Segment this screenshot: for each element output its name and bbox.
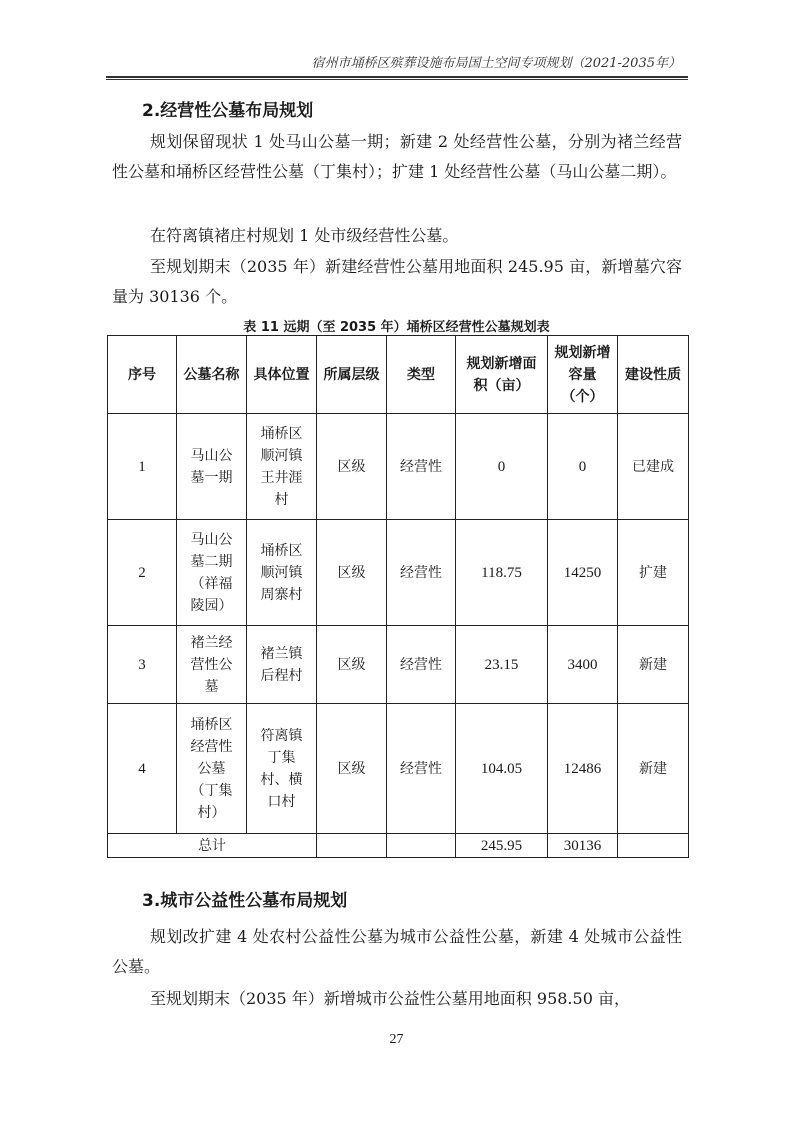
header-area: 规划新增面积（亩） <box>456 336 548 414</box>
row-area: 23.15 <box>456 626 548 704</box>
row-level: 区级 <box>317 414 387 520</box>
row-capacity: 0 <box>548 414 618 520</box>
table-row <box>108 414 689 520</box>
section-3-paragraph-2: 至规划期末（2035 年）新增城市公益性公墓用地面积 958.50 亩， <box>150 989 630 1008</box>
header-type: 类型 <box>387 336 456 414</box>
row-area: 118.75 <box>456 520 548 626</box>
header-capacity: 规划新增容量（个） <box>548 336 618 414</box>
row-capacity: 3400 <box>548 626 618 704</box>
table-row <box>108 704 689 834</box>
table-total-row <box>108 834 689 858</box>
total-capacity: 30136 <box>548 834 618 858</box>
row-type: 经营性 <box>387 704 456 834</box>
header-location: 具体位置 <box>247 336 317 414</box>
row-no: 3 <box>108 626 177 704</box>
row-capacity: 12486 <box>548 704 618 834</box>
row-level: 区级 <box>317 626 387 704</box>
row-location: 埇桥区顺河镇周寨村 <box>247 520 317 626</box>
row-name: 埇桥区经营性公墓（丁集村） <box>177 704 247 834</box>
table-row <box>108 626 689 704</box>
total-empty-cell <box>317 834 387 858</box>
row-location: 埇桥区顺河镇王井涯村 <box>247 414 317 520</box>
row-nature: 新建 <box>618 704 689 834</box>
section-2-heading: 2.经营性公墓布局规划 <box>142 101 314 121</box>
row-location: 符离镇丁集村、横口村 <box>247 704 317 834</box>
header-nature: 建设性质 <box>618 336 689 414</box>
cemetery-plan-table <box>107 335 689 858</box>
row-type: 经营性 <box>387 414 456 520</box>
table-caption: 表 11 远期（至 2035 年）埇桥区经营性公墓规划表 <box>243 320 550 335</box>
row-name: 马山公墓二期（祥福陵园） <box>177 520 247 626</box>
table-header-row <box>108 336 689 414</box>
row-name: 马山公墓一期 <box>177 414 247 520</box>
row-area: 104.05 <box>456 704 548 834</box>
row-type: 经营性 <box>387 626 456 704</box>
header-no: 序号 <box>108 336 177 414</box>
row-no: 2 <box>108 520 177 626</box>
section-3-paragraph-1: 规划改扩建 4 处农村公益性公墓为城市公益性公墓，新建 4 处城市公益性公墓。 <box>112 927 682 976</box>
header-level: 所属层级 <box>317 336 387 414</box>
row-type: 经营性 <box>387 520 456 626</box>
section-2-paragraph-2: 在符离镇褚庄村规划 1 处市级经营性公墓。 <box>150 226 459 245</box>
row-nature: 已建成 <box>618 414 689 520</box>
row-level: 区级 <box>317 520 387 626</box>
row-capacity: 14250 <box>548 520 618 626</box>
total-empty-cell <box>618 834 689 858</box>
header-rule-thin <box>106 79 688 80</box>
row-no: 1 <box>108 414 177 520</box>
header-name: 公墓名称 <box>177 336 247 414</box>
table-row <box>108 520 689 626</box>
row-no: 4 <box>108 704 177 834</box>
running-header: 宿州市埇桥区殡葬设施布局国土空间专项规划（2021-2035年） <box>311 56 681 71</box>
section-3-heading: 3.城市公益性公墓布局规划 <box>142 891 348 911</box>
row-nature: 扩建 <box>618 520 689 626</box>
section-2-paragraph-3: 至规划期末（2035 年）新建经营性公墓用地面积 245.95 亩，新增墓穴容量为 30136 个。 <box>112 257 682 306</box>
total-label: 总计 <box>108 834 317 858</box>
total-area: 245.95 <box>456 834 548 858</box>
row-nature: 新建 <box>618 626 689 704</box>
page-number: 27 <box>389 1032 404 1047</box>
header-rule-thick <box>106 76 688 78</box>
row-name: 褚兰经营性公墓 <box>177 626 247 704</box>
row-level: 区级 <box>317 704 387 834</box>
total-empty-cell <box>387 834 456 858</box>
row-location: 褚兰镇后程村 <box>247 626 317 704</box>
row-area: 0 <box>456 414 548 520</box>
section-2-paragraph-1: 规划保留现状 1 处马山公墓一期；新建 2 处经营性公墓，分别为褚兰经营性公墓和埇桥区经营性公墓（丁集村）；扩建 1 处经营性公墓（马山公墓二期）。 <box>112 132 682 181</box>
